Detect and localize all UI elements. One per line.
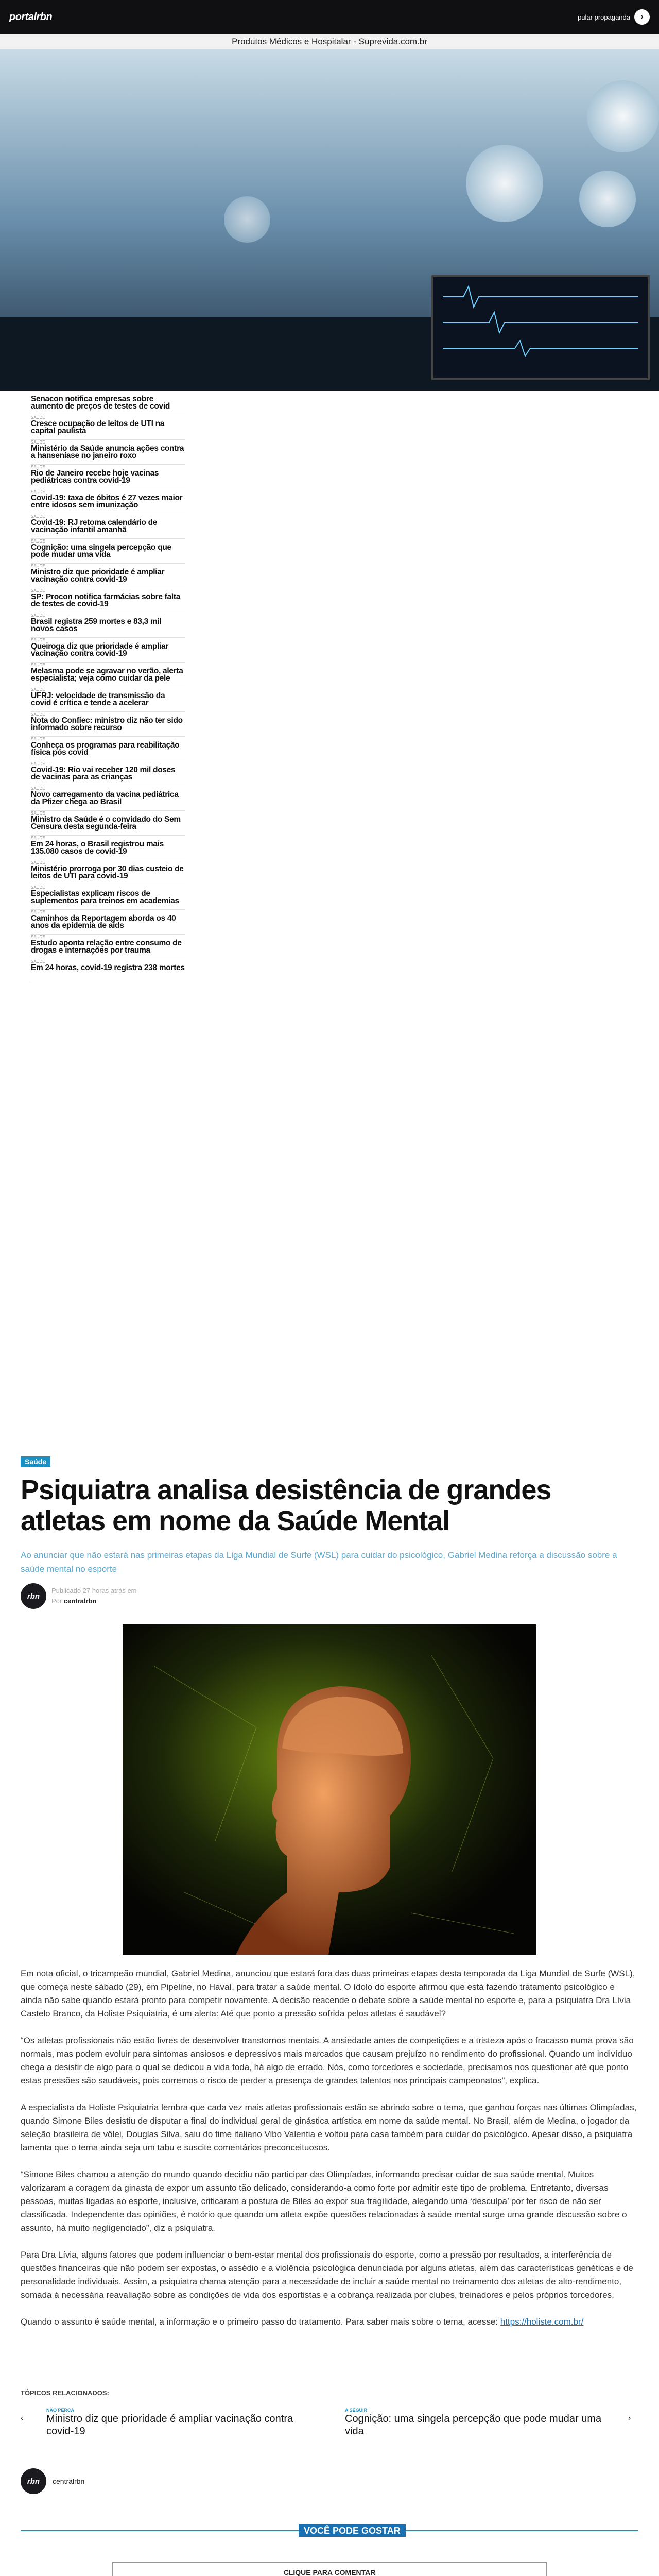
- chevron-right-icon[interactable]: ›: [628, 2414, 631, 2422]
- news-tag: SAÚDE: [31, 440, 45, 445]
- chevron-left-icon[interactable]: ‹: [21, 2414, 24, 2422]
- news-title[interactable]: SP: Procon notifica farmácias sobre falta de testes de covid-19: [31, 592, 181, 608]
- news-tag: SAÚDE: [31, 959, 45, 964]
- news-title[interactable]: Rio de Janeiro recebe hoje vacinas pediátricas contra covid-19: [31, 469, 159, 485]
- author-link[interactable]: centralrbn: [63, 1597, 97, 1605]
- news-tag: SAÚDE: [31, 836, 45, 840]
- news-tag: SAÚDE: [31, 564, 45, 568]
- sidebar-news-item[interactable]: [31, 959, 185, 984]
- sidebar-news-item[interactable]: [31, 885, 185, 910]
- news-title[interactable]: Ministro diz que prioridade é ampliar vacinação contra covid-19: [31, 568, 165, 584]
- news-title[interactable]: Ministério da Saúde anuncia ações contra a hanseníase no janeiro roxo: [31, 444, 184, 460]
- news-tag: SAÚDE: [31, 935, 45, 939]
- news-tag: SAÚDE: [31, 539, 45, 544]
- author-box: [21, 2468, 84, 2494]
- news-title[interactable]: Cresce ocupação de leitos de UTI na capital paulista: [31, 419, 165, 435]
- news-tag: SAÚDE: [31, 885, 45, 890]
- sidebar-news-item[interactable]: [31, 514, 185, 539]
- news-tag: SAÚDE: [31, 786, 45, 791]
- article-title: Psiquiatra analisa desistência de grandes atletas em nome da Saúde Mental: [21, 1475, 551, 1536]
- skip-ad-button[interactable]: [578, 9, 650, 25]
- sidebar-news-item[interactable]: [31, 712, 185, 737]
- sidebar-news-item[interactable]: [31, 786, 185, 811]
- news-title[interactable]: UFRJ: velocidade de transmissão da covid é crítica e tende a acelerar: [31, 691, 165, 707]
- news-title[interactable]: Caminhos da Reportagem aborda os 40 anos da epidemia de aids: [31, 914, 176, 930]
- article-closing: [21, 2315, 638, 2329]
- news-tag: SAÚDE: [31, 860, 45, 865]
- skip-ad-label: pular propaganda: [578, 13, 630, 21]
- news-title[interactable]: Estudo aponta relação entre consumo de drogas e internações por trauma: [31, 939, 182, 955]
- topics-label: TÓPICOS RELACIONADOS:: [21, 2389, 109, 2397]
- news-title[interactable]: Brasil registra 259 mortes e 83,3 mil novos casos: [31, 617, 162, 633]
- sidebar-news-item[interactable]: [31, 737, 185, 761]
- news-title[interactable]: Ministério prorroga por 30 dias custeio de leitos de UTI para covid-19: [31, 865, 184, 880]
- news-title[interactable]: Covid-19: RJ retoma calendário de vacinação infantil amanhã: [31, 518, 158, 534]
- article-subtitle: Ao anunciar que não estará nas primeiras etapas da Liga Mundial de Surfe (WSL) para cuidar do psicológico, Gabriel Medina reforça a discussão sobre a saúde mental no esporte: [21, 1550, 617, 1574]
- closing-text: Quando o assunto é saúde mental, a informação e o primeiro passo do tratamento. Para saber mais sobre o tema, acesse:: [21, 2317, 498, 2327]
- article-body: [21, 1967, 638, 2342]
- news-tag: SAÚDE: [31, 465, 45, 469]
- article-paragraph: Para Dra Lívia, alguns fatores que podem influenciar o bem-estar mental dos profissionais do esporte, como a pressão por resultados, a interferência de questões financeiras que não podem ser expostas, o assédio e a violência psicológica denunciada por alguns atletas, além das características genéticas e de personalidade individuais. Assim, a psiquiatra chama atenção para a necessidade de incluir a saúde mental no treinamento dos atletas de alto-rendimento, somada à necessária reavaliação sobre as condições de vida dos esportistas e a cobrança realizada por clubes, treinadores e pelos próprios torcedores.: [21, 2250, 633, 2300]
- sidebar-news-item[interactable]: [31, 564, 185, 588]
- news-tag: SAÚDE: [31, 712, 45, 717]
- sidebar-news-item[interactable]: [31, 489, 185, 514]
- news-title[interactable]: Queiroga diz que prioridade é ampliar vacinação contra covid-19: [31, 642, 169, 658]
- news-tag: SAÚDE: [31, 489, 45, 494]
- byline: [21, 1583, 136, 1609]
- sidebar-news-item[interactable]: [31, 415, 185, 440]
- sidebar-news-item[interactable]: [31, 440, 185, 465]
- news-title[interactable]: Covid-19: taxa de óbitos é 27 vezes maior entre idosos sem imunização: [31, 494, 183, 510]
- news-title[interactable]: Conheça os programas para reabilitação física pós covid: [31, 741, 180, 757]
- news-tag: SAÚDE: [31, 811, 45, 816]
- comment-button[interactable]: CLIQUE PARA COMENTAR: [112, 2562, 547, 2576]
- arrow-right-icon: ›: [634, 9, 650, 25]
- sidebar-news-item[interactable]: [31, 860, 185, 885]
- news-tag: SAÚDE: [31, 663, 45, 667]
- sidebar-news-item[interactable]: [31, 465, 185, 489]
- news-tag: SAÚDE: [31, 687, 45, 692]
- sidebar-news-list: [31, 391, 185, 984]
- published-time: Publicado 27 horas atrás em: [51, 1587, 137, 1595]
- news-title[interactable]: Ministro da Saúde é o convidado do Sem Censura desta segunda-feira: [31, 815, 181, 831]
- news-title[interactable]: Senacon notifica empresas sobre aumento de preços de testes de covid: [31, 395, 170, 411]
- article-hero-image: [123, 1624, 536, 1955]
- news-tag: SAÚDE: [31, 588, 45, 593]
- sidebar-news-item[interactable]: [31, 663, 185, 687]
- news-title[interactable]: Especialistas explicam riscos de suplementos para treinos em academias: [31, 889, 179, 905]
- top-bar: [0, 0, 659, 34]
- sidebar-news-item[interactable]: [31, 588, 185, 613]
- prev-kicker: NÃO PERCA: [46, 2408, 75, 2413]
- news-title[interactable]: Cognição: uma singela percepção que pode mudar uma vida: [31, 543, 171, 559]
- you-may-like-label: VOCÊ PODE GOSTAR: [299, 2524, 406, 2537]
- news-title[interactable]: Em 24 horas, o Brasil registrou mais 135.080 casos de covid-19: [31, 840, 164, 856]
- sidebar-news-item[interactable]: [31, 687, 185, 712]
- author-box-avatar[interactable]: rbn: [21, 2468, 46, 2494]
- sidebar-news-item[interactable]: [31, 613, 185, 638]
- site-logo[interactable]: portalrbn: [9, 11, 53, 23]
- article-paragraph: “Os atletas profissionais não estão livres de desenvolver transtornos mentais. A ansiedade antes de competições e a tristeza após o fracasso numa prova são normais, mas podem evoluir para sintomas ansiosos e depressivos mais marcados que causam prejuízo no rendimento do profissional. Quando um indivíduo chega a desistir de algo para o qual se dedicou a vida toda, há algo de errado. Nós, como torcedores e sociedade, precisamos nos questionar até que ponto estas pressões são saudáveis, pois corremos o risco de perder a presença de grandes talentos nos principais campeonatos”, explica.: [21, 2036, 634, 2086]
- related-posts: [21, 2402, 638, 2441]
- news-title[interactable]: Nota do Confiec: ministro diz não ter sido informado sobre recurso: [31, 716, 183, 732]
- sidebar-news-item[interactable]: [31, 836, 185, 860]
- next-title: Cognição: uma singela percepção que pode mudar uma vida: [345, 2413, 602, 2437]
- news-tag: SAÚDE: [31, 910, 45, 914]
- category-badge[interactable]: Saúde: [21, 1456, 50, 1467]
- next-kicker: A SEGUIR: [345, 2408, 368, 2413]
- sidebar-news-item[interactable]: [31, 539, 185, 564]
- ad-banner[interactable]: [0, 34, 659, 391]
- you-may-like-header: [21, 2524, 638, 2537]
- holiste-link[interactable]: https://holiste.com.br/: [500, 2317, 584, 2327]
- sidebar-news-item[interactable]: [31, 761, 185, 786]
- news-tag: SAÚDE: [31, 514, 45, 519]
- news-title[interactable]: Melasma pode se agravar no verão, alerta especialista; veja como cuidar da pele: [31, 667, 183, 683]
- prev-post[interactable]: [46, 2408, 314, 2437]
- news-title[interactable]: Covid-19: Rio vai receber 120 mil doses de vacinas para as crianças: [31, 766, 176, 782]
- ad-text: Produtos Médicos e Hospitalar - Suprevida.com.br: [0, 34, 659, 49]
- news-title[interactable]: Novo carregamento da vacina pediátrica da Pfizer chega ao Brasil: [31, 790, 179, 806]
- by-prefix: Por: [51, 1597, 62, 1605]
- sidebar-news-item[interactable]: [31, 391, 185, 415]
- sidebar-news-item[interactable]: [31, 638, 185, 663]
- news-title[interactable]: Em 24 horas, covid-19 registra 238 mortes: [31, 963, 185, 972]
- sidebar-news-item[interactable]: [31, 811, 185, 836]
- sidebar-news-item[interactable]: [31, 910, 185, 935]
- news-tag: SAÚDE: [31, 613, 45, 618]
- news-tag: SAÚDE: [31, 761, 45, 766]
- author-avatar[interactable]: rbn: [21, 1583, 46, 1609]
- ad-image: [0, 49, 659, 391]
- author-box-name[interactable]: centralrbn: [53, 2477, 85, 2485]
- article-paragraph: Em nota oficial, o tricampeão mundial, Gabriel Medina, anunciou que estará fora das duas primeiras etapas desta temporada da Liga Mundial de Surfe (WSL), que começa neste sábado (29), em Pipeline, no Havaí, para tratar a saúde mental. O ídolo do esporte afirmou que está fazendo tratamento psicológico e ainda não sabe quando estará pronto para competir novamente. A decisão reacende o debate sobre a saúde mental no esporte e, para a psiquiatra Dra Lívia Castelo Branco, da Holiste Psiquiatria, é um alerta: Até que ponto a pressão sofrida pelos atletas é saudável?: [21, 1969, 635, 2019]
- article-paragraph: A especialista da Holiste Psiquiatria lembra que cada vez mais atletas profissionais estão se abrindo sobre o tema, que ganhou forças nas últimas Olimpíadas, quando Simone Biles desistiu de disputar a final do individual geral de ginástica artística em nome da saúde mental. No Brasil, além de Medina, o jogador da seleção brasileira de vôlei, Douglas Silva, saiu do time italiano Vibo Valentia e voltou para casa também para cuidar do psicológico. Apesar disso, a psiquiatra lamenta que o tema ainda seja um tabu e suscite comentários preconceituosos.: [21, 2103, 637, 2153]
- sidebar-news-item[interactable]: [31, 935, 185, 959]
- next-post[interactable]: [345, 2408, 613, 2437]
- news-tag: SAÚDE: [31, 638, 45, 642]
- news-tag: SAÚDE: [31, 415, 45, 420]
- article-paragraph: “Simone Biles chamou a atenção do mundo quando decidiu não participar das Olimpíadas, informando precisar cuidar de sua saúde mental. Muitos valorizaram a coragem da ginasta de expor um assunto tão delicado, considerando-a como forte por admitir este tipo de problema. Entretanto, diversas pessoas, muitas ligadas ao esporte, inclusive, criticaram a postura de Biles ao expor sua fragilidade, alegando uma ‘desculpa’ por ter risco de não ser classificada. Independente das opiniões, é notório que quando um atleta expõe questões relacionadas à saúde mental surge uma grande discussão sobre o assunto, há muito negligenciado”, diz a psiquiatra.: [21, 2170, 627, 2233]
- news-tag: SAÚDE: [31, 737, 45, 741]
- prev-title: Ministro diz que prioridade é ampliar vacinação contra covid-19: [46, 2413, 293, 2437]
